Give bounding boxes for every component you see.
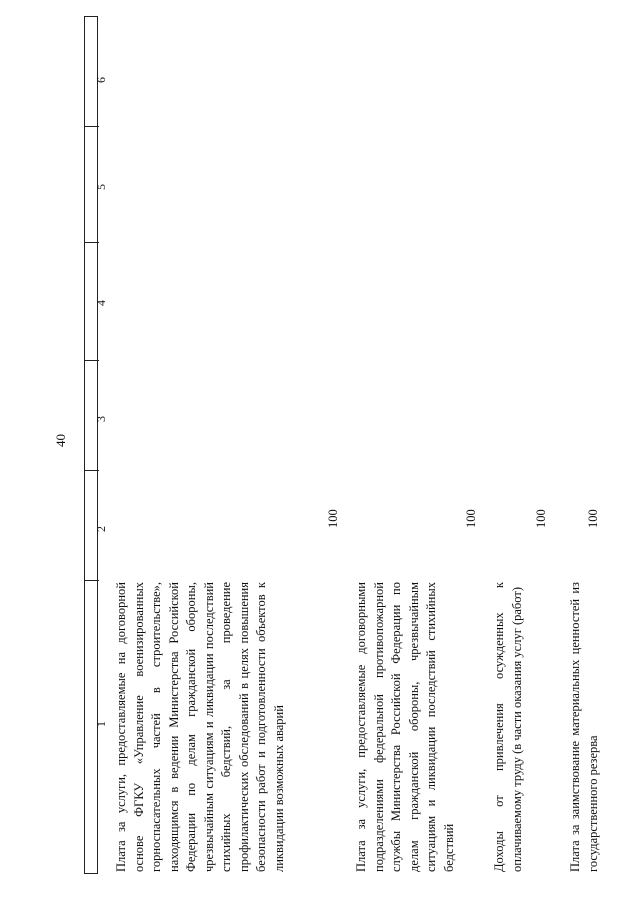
row-4-description: Плата за заимствование материальных ценностей из государственного резерва [568,582,600,872]
column-number-3: 3 [94,416,108,422]
column-divider [85,360,99,361]
row-4-value: 100 [586,509,600,528]
column-number-2: 2 [94,526,108,532]
column-divider [85,126,99,127]
row-2-description: Плата за услуги, предоставляемые договорными подразделениями федеральной противопожарной службы Министерства Российской Федерации по делам гражданской обороны, чрезвычайным ситуациям и ликвидации последствий стихийных бедствий [354,582,456,872]
row-2-value: 100 [464,509,478,528]
column-number-5: 5 [94,184,108,190]
column-number-1: 1 [94,721,108,727]
column-divider [85,580,99,581]
column-divider [85,242,99,243]
row-3-value: 100 [534,509,548,528]
column-divider [85,470,99,471]
row-1-value: 100 [326,509,340,528]
column-number-6: 6 [94,77,108,83]
page-number: 40 [53,434,68,447]
row-1-description: Плата за услуги, предоставляемые на договорной основе ФГКУ «Управление военизированных горноспасательных частей в строительстве», находящимся в ведении Министерства Российской Федерации по делам гражданской обороны, чрезвычайным ситуациям и ликвидации последствий стихийных бедствий, за проведение профилактических обследований в целях повышения безопасности работ и подготовленности объектов к ликвидации возможных аварий [114,582,286,872]
column-header-strip [84,16,98,874]
column-number-4: 4 [94,300,108,306]
row-3-description: Доходы от привлечения осужденных к оплачиваемому труду (в части оказания услуг (работ) [492,582,524,872]
